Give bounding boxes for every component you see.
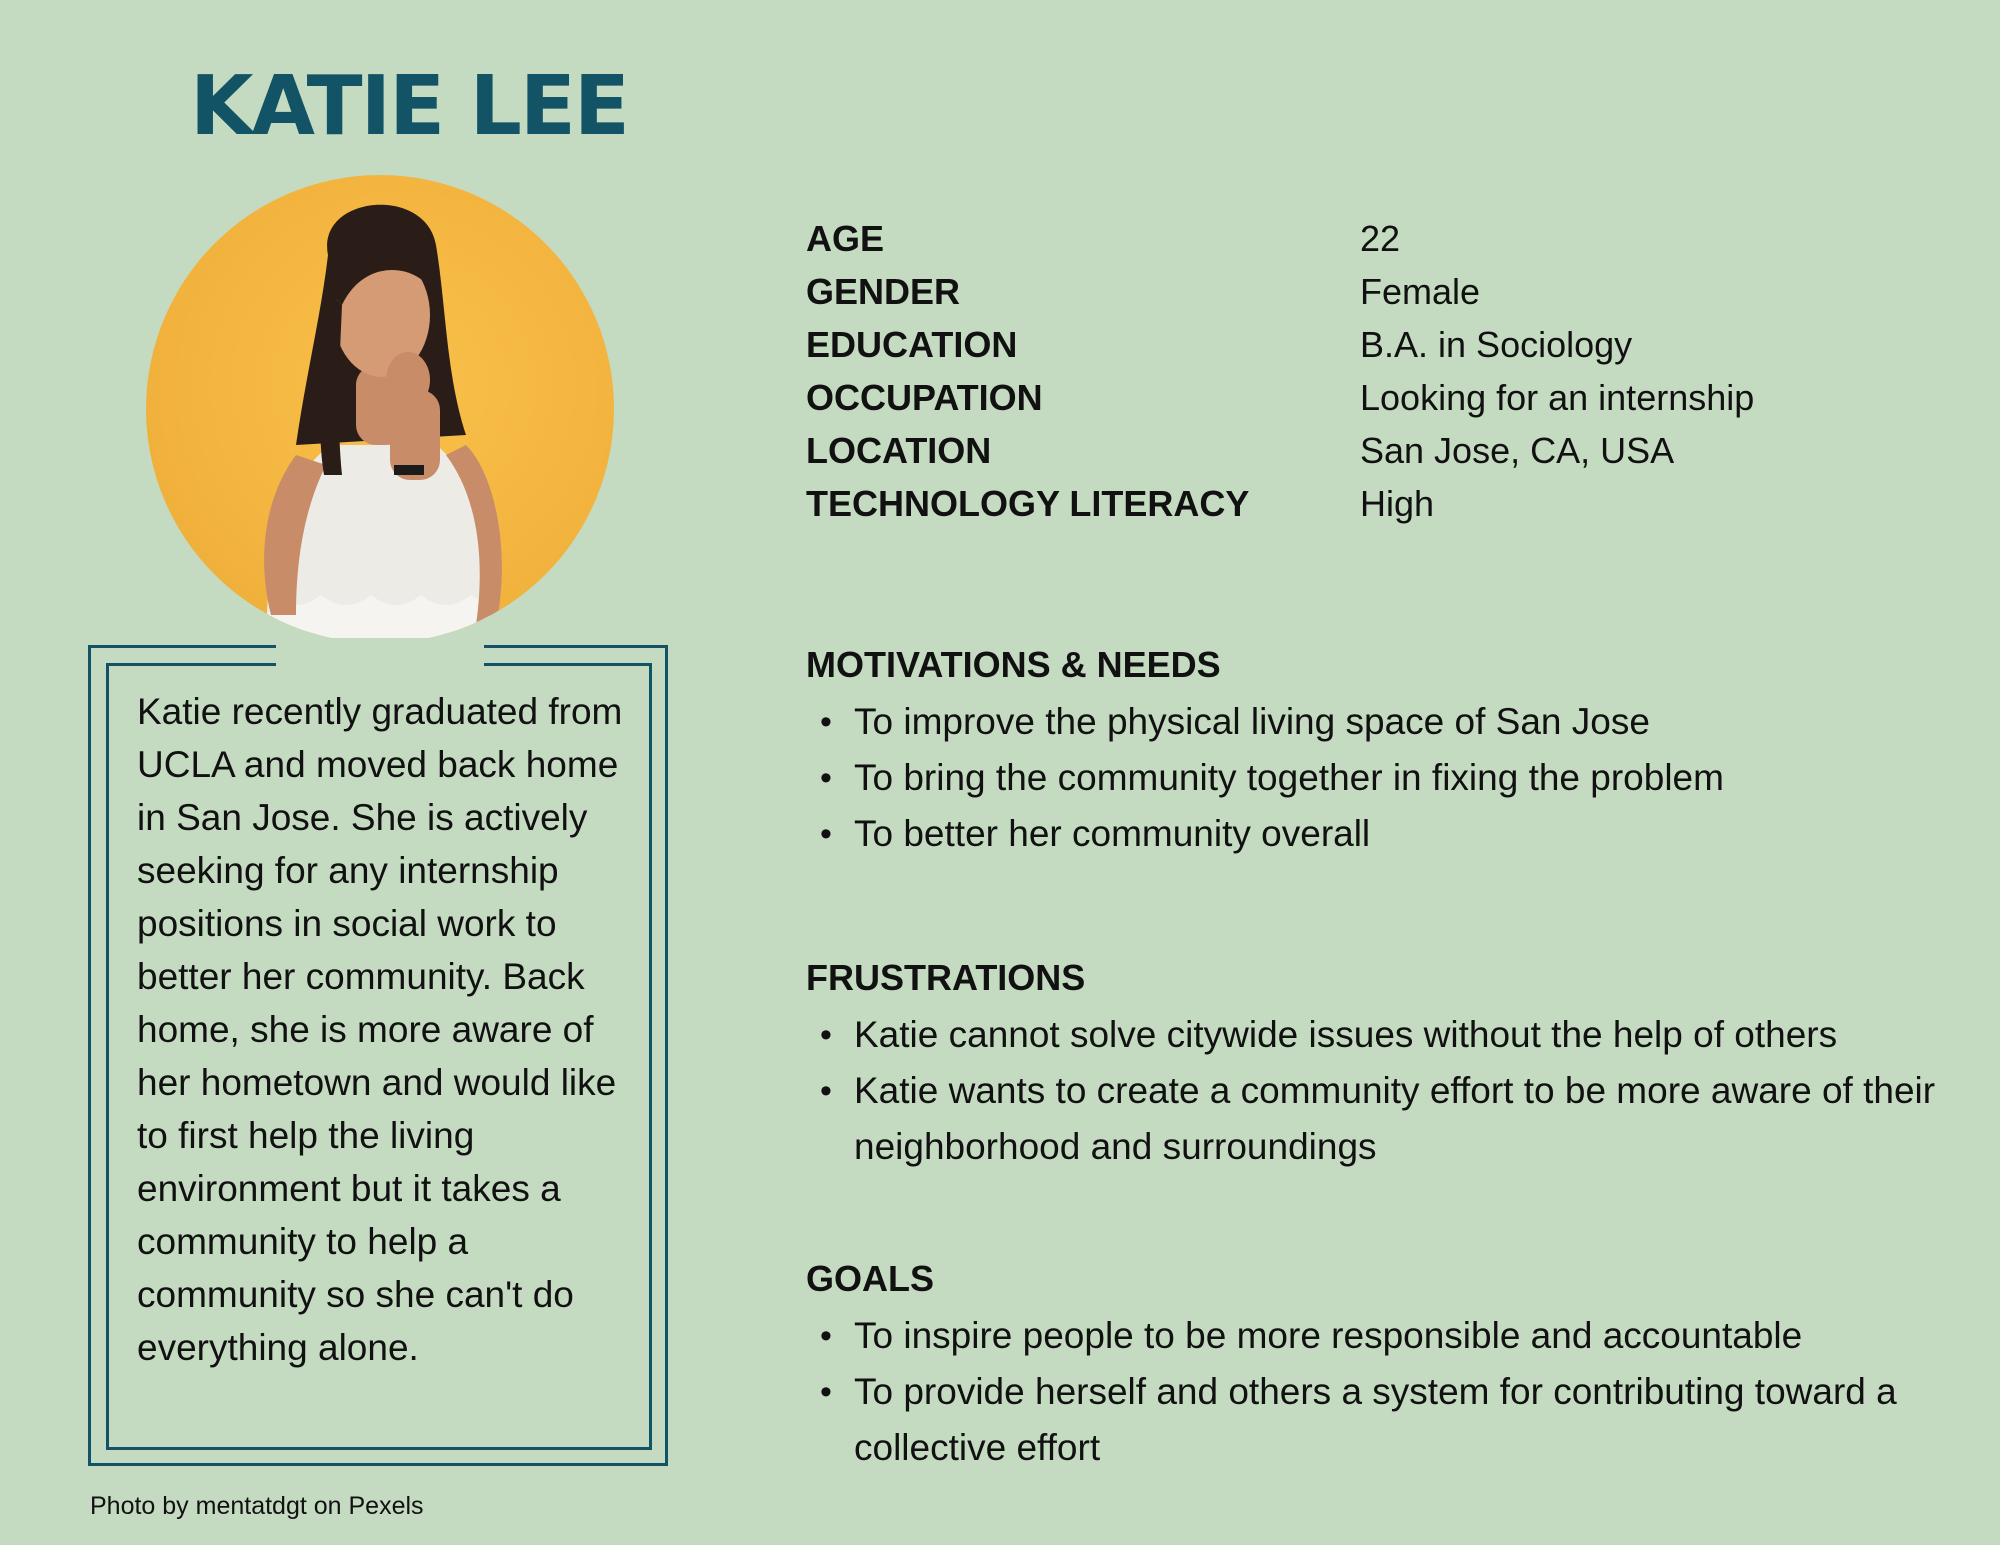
frustrations-section: [806, 953, 1986, 1175]
section-heading: FRUSTRATIONS: [806, 957, 1086, 998]
attribute-row: [806, 265, 1754, 318]
attribute-value: High: [1360, 482, 1435, 524]
frustrations-list: [806, 1007, 1986, 1175]
attribute-row: [806, 424, 1754, 477]
photo-credit: Photo by mentatdgt on Pexels: [90, 1492, 424, 1520]
attribute-row: [806, 477, 1754, 530]
frame-gap: [276, 638, 484, 672]
attributes-table: [806, 212, 1754, 530]
attribute-value: B.A. in Sociology: [1360, 323, 1633, 365]
list-item: • Katie wants to create a community effort to be more aware of their neighborhood and surroundings: [854, 1063, 1986, 1175]
persona-illustration: [146, 175, 614, 643]
persona-photo: [146, 175, 614, 643]
attribute-label: EDUCATION: [806, 323, 1018, 365]
attribute-label: LOCATION: [806, 429, 992, 471]
goals-list: [806, 1308, 1986, 1476]
section-heading: MOTIVATIONS & NEEDS: [806, 644, 1221, 685]
motivations-list: [806, 694, 1986, 862]
motivations-section: [806, 640, 1986, 862]
list-item: • To inspire people to be more responsible and accountable: [854, 1308, 1986, 1364]
attribute-label: OCCUPATION: [806, 376, 1043, 418]
list-item: • Katie cannot solve citywide issues without the help of others: [854, 1007, 1986, 1063]
attribute-label: GENDER: [806, 270, 961, 312]
list-item: • To improve the physical living space of San Jose: [854, 694, 1986, 750]
goals-section: [806, 1254, 1986, 1476]
attribute-label: TECHNOLOGY LITERACY: [806, 482, 1250, 524]
attribute-row: [806, 371, 1754, 424]
attribute-value: 22: [1360, 217, 1401, 259]
list-item: • To better her community overall: [854, 806, 1986, 862]
attribute-row: [806, 318, 1754, 371]
list-item: • To bring the community together in fixing the problem: [854, 750, 1986, 806]
section-heading: GOALS: [806, 1258, 935, 1299]
attribute-row: [806, 212, 1754, 265]
attribute-value: Female: [1360, 270, 1481, 312]
attribute-value: Looking for an internship: [1360, 376, 1755, 418]
persona-bio: Katie recently graduated from UCLA and moved back home in San Jose. She is actively seeking for any internship positions in social work to better her community. Back home, she is more aware of her hometown and would like to first help the living environment but it takes a community to help a community so she can't do everything alone.: [137, 691, 623, 1368]
attribute-value: San Jose, CA, USA: [1360, 429, 1675, 471]
persona-name: KATIE LEE: [190, 59, 628, 154]
attribute-label: AGE: [806, 217, 885, 259]
list-item: • To provide herself and others a system for contributing toward a collective effort: [854, 1364, 1986, 1476]
